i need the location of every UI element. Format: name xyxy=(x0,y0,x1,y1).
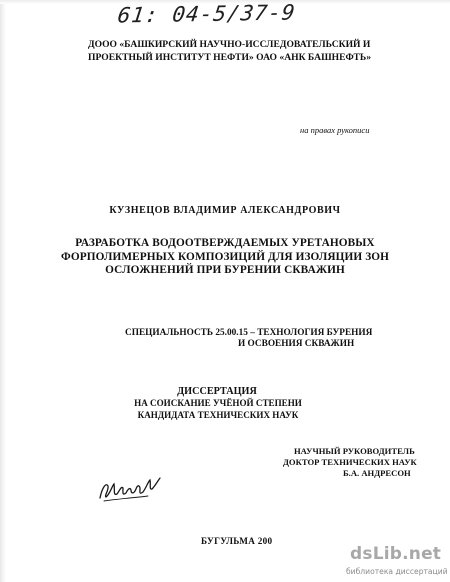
organization-line-1: ДООО «БАШКИРСКИЙ НАУЧНО-ИССЛЕДОВАТЕЛЬСКИЙ И xyxy=(88,39,371,50)
specialty-line-2: И ОСВОЕНИЯ СКВАЖИН xyxy=(238,339,355,349)
organization-block xyxy=(88,38,388,64)
dissertation-title xyxy=(50,237,400,278)
watermark-subtitle: библиотека диссертаций xyxy=(346,567,448,576)
watermark-logo: dsLib.net xyxy=(350,544,442,564)
organization-line-2: ПРОЕКТНЫЙ ИНСТИТУТ НЕФТИ» ОАО «АНК БАШНЕФТЬ» xyxy=(88,52,372,63)
specialty-line-1: СПЕЦИАЛЬНОСТЬ 25.00.15 – ТЕХНОЛОГИЯ БУРЕНИЯ xyxy=(125,328,373,338)
title-line-1: РАЗРАБОТКА ВОДООТВЕРЖДАЕМЫХ УРЕТАНОВЫХ xyxy=(75,237,375,249)
supervisor-name: Б.А. АНДРЕСОН xyxy=(343,468,411,478)
author-name: КУЗНЕЦОВ ВЛАДИМИР АЛЕКСАНДРОВИЧ xyxy=(109,205,341,216)
dissertation-block xyxy=(0,386,450,421)
scan-edge-left xyxy=(0,0,6,582)
degree-line-1: НА СОИСКАНИЕ УЧЁНОЙ СТЕПЕНИ xyxy=(134,398,302,408)
supervisor-block xyxy=(283,446,417,479)
handwritten-archive-code: 61: 04-5/37-9 xyxy=(116,0,298,28)
dissertation-heading: ДИССЕРТАЦИЯ xyxy=(177,386,257,397)
watermark xyxy=(342,544,448,580)
title-line-2: ФОРПОЛИМЕРНЫХ КОМПОЗИЦИЙ ДЛЯ ИЗОЛЯЦИИ ЗОН xyxy=(60,250,390,263)
rights-note: на правах рукописи xyxy=(300,125,370,135)
city-year: БУГУЛЬМА 200 xyxy=(201,536,273,546)
supervisor-line-1: НАУЧНЫЙ РУКОВОДИТЕЛЬ xyxy=(294,446,415,456)
title-line-3: ОСЛОЖНЕНИЙ ПРИ БУРЕНИИ СКВАЖИН xyxy=(105,264,345,276)
handwritten-signature xyxy=(96,472,164,504)
supervisor-line-2: ДОКТОР ТЕХНИЧЕСКИХ НАУК xyxy=(283,457,417,467)
degree-line-2: КАНДИДАТА ТЕХНИЧЕСКИХ НАУК xyxy=(137,409,299,420)
